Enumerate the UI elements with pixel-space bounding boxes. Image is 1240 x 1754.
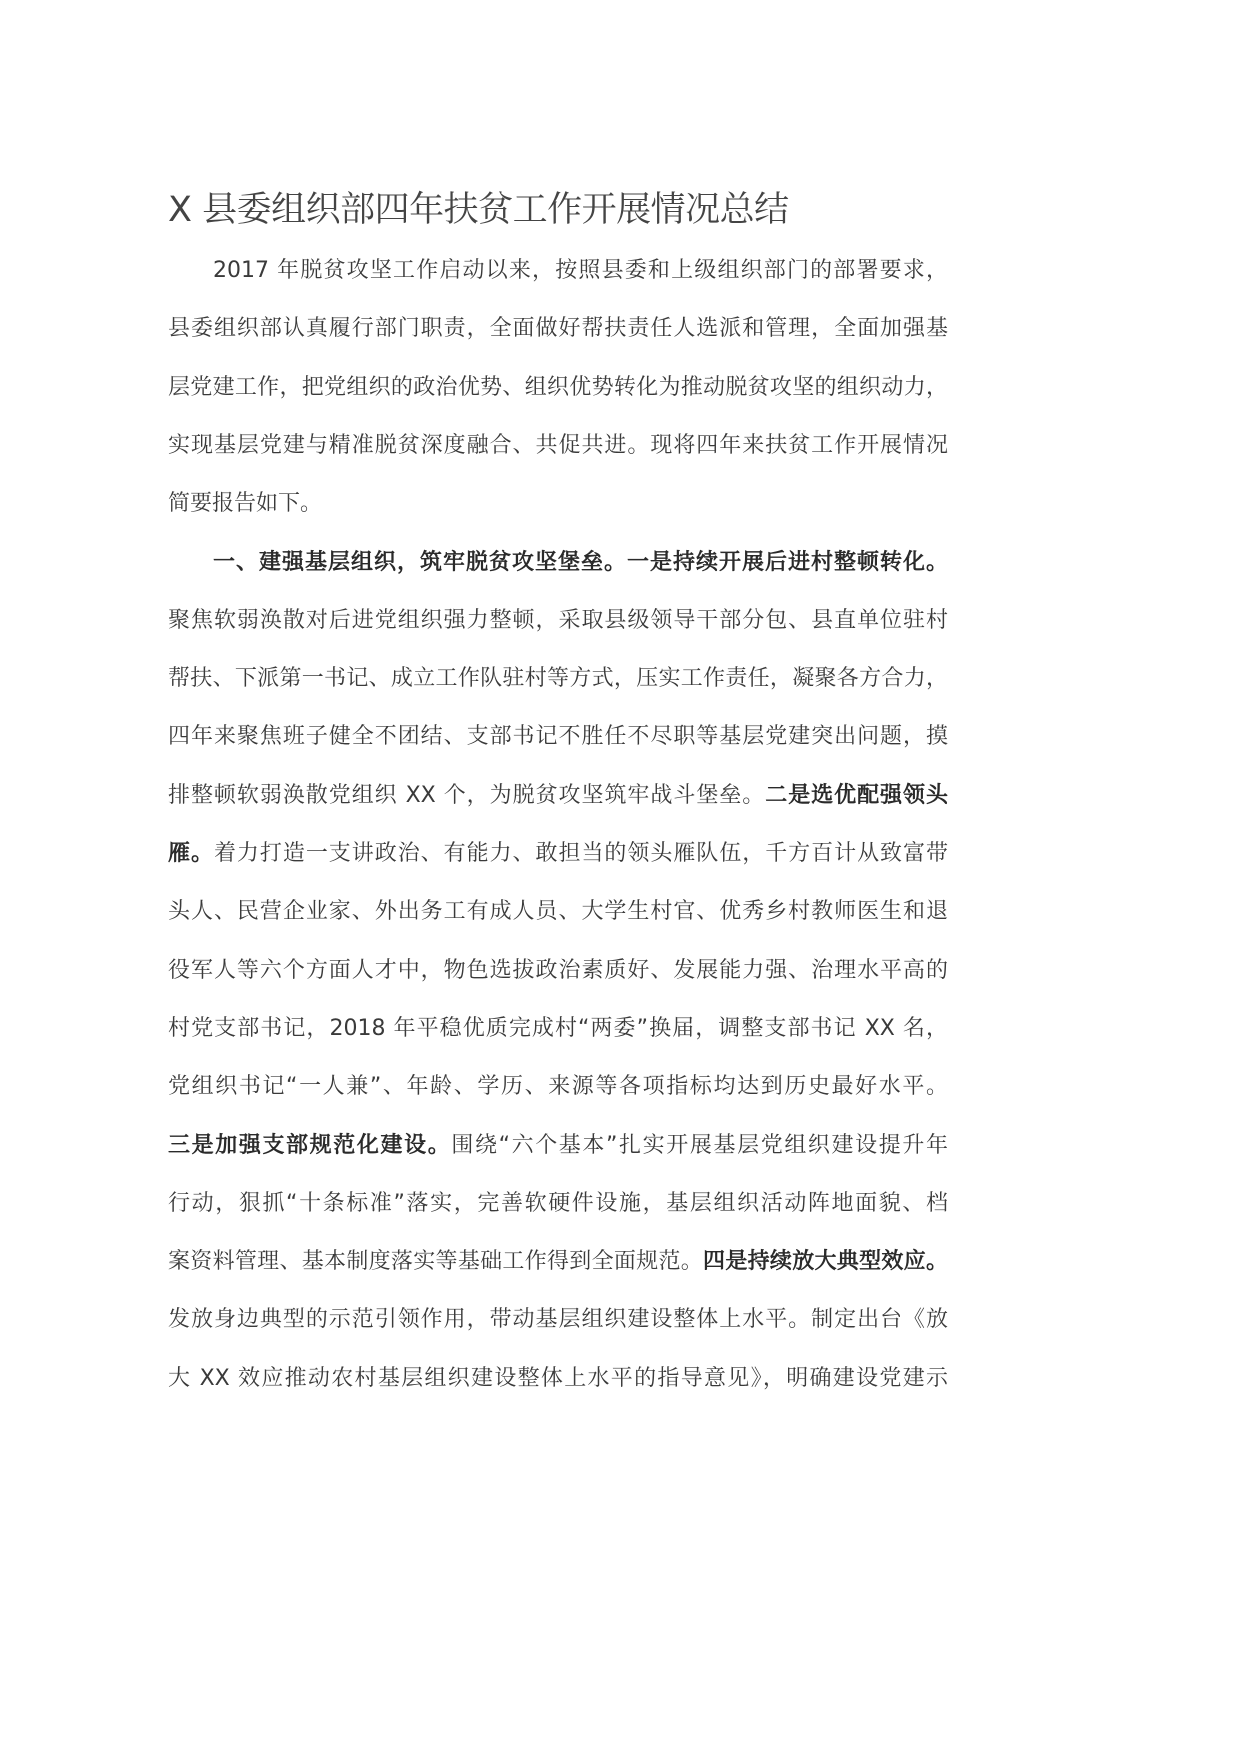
text-line bbox=[168, 1364, 948, 1394]
text-line bbox=[168, 1072, 948, 1102]
body-text: 头人、民营企业家、外出务工有成人员、大学生村官、优秀乡村教师医生和退 bbox=[168, 899, 948, 925]
body-text: 县委组织部认真履行部门职责，全面做好帮扶责任人选派和管理，全面加强基 bbox=[168, 316, 948, 342]
text-line bbox=[168, 1189, 948, 1219]
text-line bbox=[213, 256, 948, 286]
body-text: 层党建工作，把党组织的政治优势、组织优势转化为推动脱贫攻坚的组织动力， bbox=[168, 374, 948, 400]
body-text: 大 XX 效应推动农村基层组织建设整体上水平的指导意见》，明确建设党建示 bbox=[168, 1365, 948, 1391]
body-text: 党组织书记“一人兼”、年龄、学历、来源等各项指标均达到历史最好水平。 bbox=[168, 1074, 948, 1100]
text-line bbox=[168, 839, 948, 869]
text-line bbox=[168, 956, 948, 986]
text-line bbox=[168, 1305, 948, 1335]
body-text: 案资料管理、基本制度落实等基础工作得到全面规范。 bbox=[168, 1249, 704, 1275]
body-text: 行动，狠抓“十条标准”落实，完善软硬件设施，基层组织活动阵地面貌、档 bbox=[168, 1190, 948, 1216]
body-text: 役军人等六个方面人才中，物色选拔政治素质好、发展能力强、治理水平高的 bbox=[168, 957, 948, 983]
text-line bbox=[168, 722, 948, 752]
text-line bbox=[168, 1247, 948, 1277]
text-line bbox=[168, 314, 948, 344]
body-text: 村党支部书记，2018 年平稳优质完成村“两委”换届，调整支部书记 XX 名， bbox=[168, 1015, 948, 1041]
body-text: 简要报告如下。 bbox=[168, 491, 323, 517]
text-line bbox=[168, 373, 948, 403]
text-line bbox=[168, 664, 948, 694]
body-text: 着力打造一支讲政治、有能力、敢担当的领头雁队伍，千方百计从致富带 bbox=[213, 841, 948, 866]
bold-heading-text: 三是加强支部规范化建设。 bbox=[168, 1132, 452, 1158]
text-line bbox=[168, 606, 948, 636]
bold-heading-text: 二是选优配强领头 bbox=[765, 782, 948, 808]
body-text: 围绕“六个基本”扎实开展基层党组织建设提升年 bbox=[451, 1132, 948, 1158]
body-text: 帮扶、下派第一书记、成立工作队驻村等方式，压实工作责任，凝聚各方合力， bbox=[168, 666, 948, 692]
text-line bbox=[168, 897, 948, 927]
body-text: 实现基层党建与精准脱贫深度融合、共促共进。现将四年来扶贫工作开展情况 bbox=[168, 432, 948, 458]
body-text: 排整顿软弱涣散党组织 XX 个，为脱贫攻坚筑牢战斗堡垒。 bbox=[168, 782, 766, 808]
document-title: X 县委组织部四年扶贫工作开展情况总结 bbox=[168, 190, 789, 230]
bold-heading-text: 四是持续放大典型效应。 bbox=[703, 1249, 948, 1275]
body-text: 聚焦软弱涣散对后进党组织强力整顿，采取县级领导干部分包、县直单位驻村 bbox=[168, 607, 948, 633]
bold-heading-text: 一、建强基层组织，筑牢脱贫攻坚堡垒。一是持续开展后进村整顿转化。 bbox=[213, 549, 948, 575]
body-text: 四年来聚焦班子健全不团结、支部书记不胜任不尽职等基层党建突出问题，摸 bbox=[168, 724, 948, 750]
text-line bbox=[168, 781, 948, 811]
text-line bbox=[168, 489, 948, 519]
body-text: 2017 年脱贫攻坚工作启动以来，按照县委和上级组织部门的部署要求， bbox=[213, 258, 948, 283]
text-line bbox=[168, 431, 948, 461]
body-text: 发放身边典型的示范引领作用，带动基层组织建设整体上水平。制定出台《放 bbox=[168, 1307, 948, 1333]
text-line bbox=[213, 548, 948, 578]
text-line bbox=[168, 1014, 948, 1044]
text-line bbox=[168, 1131, 948, 1161]
bold-heading-text: 雁。 bbox=[168, 841, 214, 866]
